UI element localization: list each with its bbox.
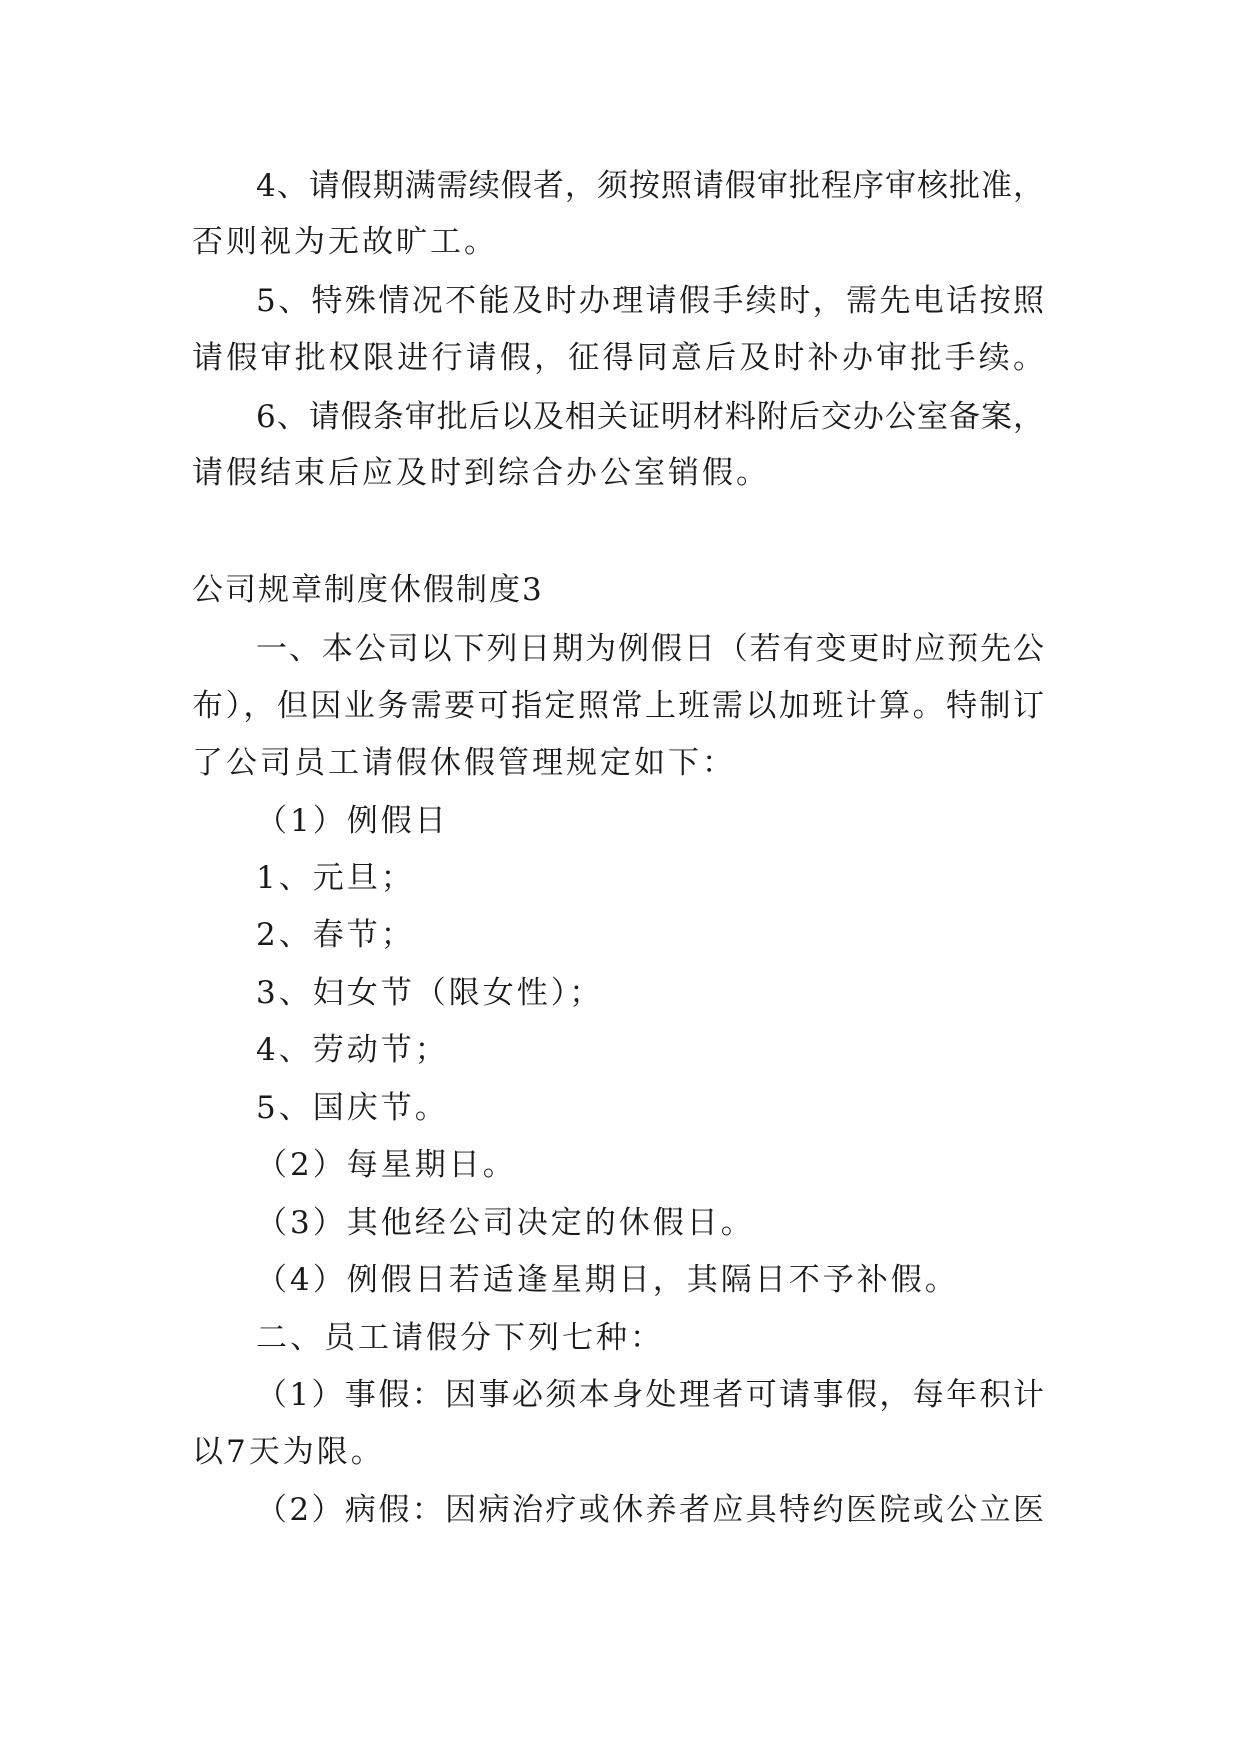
item-6-line-2: 请假结束后应及时到综合办公室销假。 [192, 455, 770, 491]
para-2: 二、员工请假分下列七种： [256, 1320, 664, 1356]
para-1-line-3: 了公司员工请假休假管理规定如下： [192, 745, 736, 781]
holiday-item: 2、春节； [256, 917, 415, 953]
para-1-line-2: 布），但因业务需要可指定照常上班需以加班计算。特制订 [192, 688, 1044, 724]
item-4-line-2: 否则视为无故旷工。 [192, 224, 498, 260]
item-6-line-1: 6、请假条审批后以及相关证明材料附后交办公室备案， [256, 399, 1044, 435]
leave-2-line-1: （2）病假：因病治疗或休养者应具特约医院或公立医 [256, 1492, 1044, 1528]
item-5-line-1: 5、特殊情况不能及时办理请假手续时，需先电话按照 [256, 283, 1044, 319]
sub-3: （3）其他经公司决定的休假日。 [256, 1205, 755, 1241]
holiday-item: 1、元旦； [256, 860, 415, 896]
sub-4: （4）例假日若适逢星期日，其隔日不予补假。 [256, 1262, 959, 1298]
item-4-line-1: 4、请假期满需续假者，须按照请假审批程序审核批准， [256, 168, 1044, 204]
holiday-item: 5、国庆节。 [256, 1090, 449, 1126]
leave-1-line-1: （1）事假：因事必须本身处理者可请事假，每年积计 [256, 1377, 1044, 1413]
holiday-item: 3、妇女节（限女性）； [256, 975, 604, 1011]
leave-1-line-2: 以7天为限。 [192, 1434, 385, 1470]
para-1-line-1: 一、本公司以下列日期为例假日（若有变更时应预先公 [256, 631, 1044, 667]
sub-2: （2）每星期日。 [256, 1147, 517, 1183]
item-5-line-2: 请假审批权限进行请假，征得同意后及时补办审批手续。 [192, 340, 1044, 376]
sub-1-title: （1）例假日 [256, 803, 449, 839]
holiday-item: 4、劳动节； [256, 1032, 449, 1068]
section-heading: 公司规章制度休假制度3 [192, 572, 544, 608]
